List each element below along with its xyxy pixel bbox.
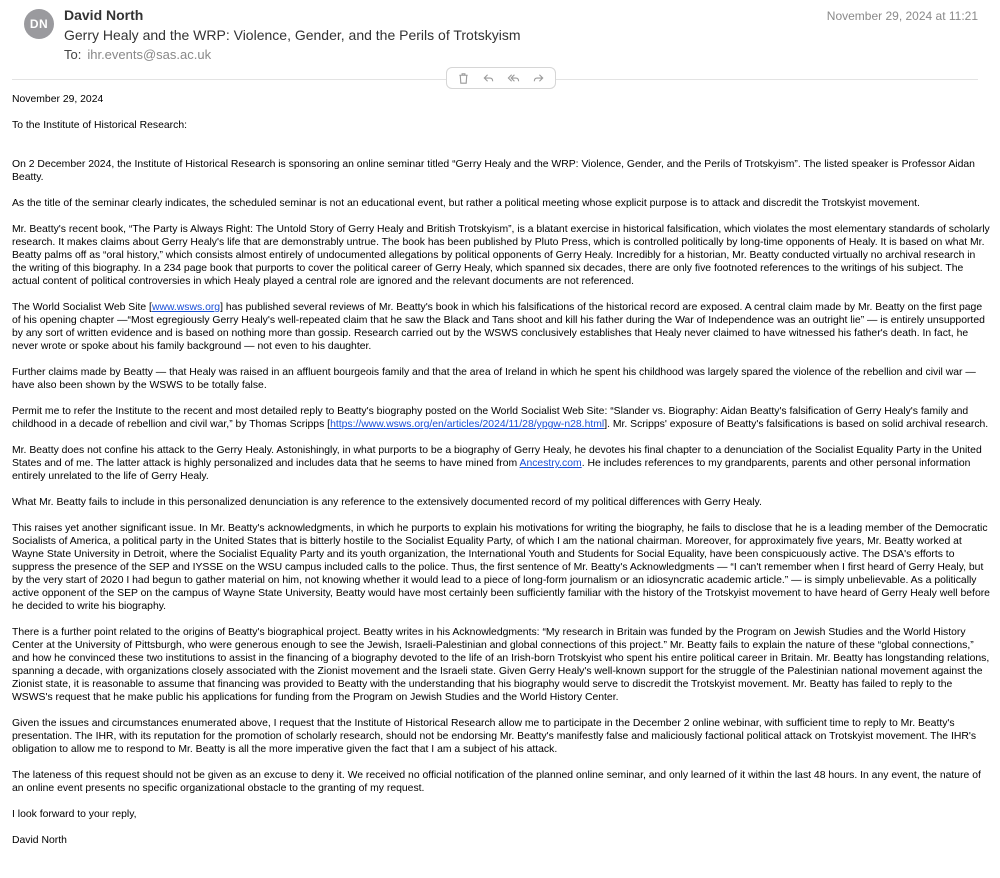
message-actions-toolbar xyxy=(446,67,556,89)
reply-all-icon xyxy=(507,72,520,85)
letter-closing: I look forward to your reply, xyxy=(12,809,137,820)
forward-icon xyxy=(532,72,545,85)
paragraph-text: ]. Mr. Scripps' exposure of Beatty's falsifications is based on solid archival research. xyxy=(604,419,989,430)
letter-greeting: To the Institute of Historical Research: xyxy=(12,120,187,131)
letter-date: November 29, 2024 xyxy=(12,94,104,105)
letter-signature: David North xyxy=(12,835,67,846)
subject-line: Gerry Healy and the WRP: Violence, Gender, and the Perils of Trotskyism xyxy=(64,27,521,43)
body-paragraph: As the title of the seminar clearly indicates, the scheduled seminar is not an educational event, but rather a political meeting whose explicit purpose is to attack and discredit the Trotskyist movement. xyxy=(12,198,920,209)
body-paragraph xyxy=(12,444,992,483)
body-paragraph: What Mr. Beatty fails to include in this personalized denunciation is any reference to the extensively documented record of my political differences with Gerry Healy. xyxy=(12,497,762,508)
message-datetime: November 29, 2024 at 11:21 xyxy=(826,9,978,23)
reply-button[interactable] xyxy=(478,69,500,87)
paragraph-text: Permit me to refer the Institute to the recent and most detailed reply to Beatty's biography posted on the World Socialist Web Site: “Slander vs. Biography: Aidan Beatty's falsification of Gerry Healy's family and childhood in a decade of rebellion and civil war,” by Thomas Scripps [ xyxy=(12,406,969,430)
body-paragraph: On 2 December 2024, the Institute of Historical Research is sponsoring an online seminar titled “Gerry Healy and the WRP: Violence, Gender, and the Perils of Trotskyism”. The listed speaker is Professor Aidan Beatty. xyxy=(12,159,975,183)
body-paragraph: There is a further point related to the origins of Beatty's biographical project. Beatty writes in his Acknowledgments: “My research in Britain was funded by the Program on Jewish Studies and the World History Center at the University of Pittsburgh, who were generous enough to see the Jewish, Israeli-Palestinian and global connections of this project.” Mr. Beatty fails to explain the nature of these “global connections,” and how he convinced these two institutions to assist in the financing of a biography devoted to the life of an Irish-born Trotskyist who spent his entire political career in Britain. Mr. Beatty has longstanding relations, spanning a decade, with organizations closely associated with the Zionist movement and the Israeli state. Given Gerry Healy's well-known support for the struggle of the Palestinian national movement against the Zionist state, it is reasonable to assume that financing was provided to Beatty with the understanding that his biography would serve to discredit the Trotskyist movement. Mr. Beatty has failed to reply to the WSWS's request that he make public his applications for funding from the Program on Jewish Studies and the World History Center. xyxy=(12,627,990,703)
recipient-line xyxy=(64,47,211,62)
body-paragraph: Given the issues and circumstances enumerated above, I request that the Institute of Historical Research allow me to participate in the December 2 online webinar, with sufficient time to reply to Mr. Beatty's presentation. The IHR, with its reputation for the promotion of scholarly research, should not be endorsing Mr. Beatty's manifestly false and maliciously factional political attack on Trotskyist movement. The IHR's obligation to allow me to respond to Mr. Beatty is all the more imperative given the fact that I am a subject of his attack. xyxy=(12,718,977,755)
body-paragraph xyxy=(12,405,992,431)
body-paragraph xyxy=(12,301,992,353)
paragraph-text: . He includes references to my grandparents, parents and other personal information entirely unrelated to the life of Gerry Healy. xyxy=(12,458,971,482)
sender-name[interactable]: David North xyxy=(64,7,144,23)
reply-all-button[interactable] xyxy=(503,69,525,87)
body-paragraph: Mr. Beatty's recent book, “The Party is Always Right: The Untold Story of Gerry Healy and British Trotskyism”, is a blatant exercise in historical falsification, which violates the most elementary standards of scholarly research. It makes claims about Gerry Healy's life that are demonstrably untrue. The book has been published by Pluto Press, which is controlled politically by long-time opponents of Healy. It is based on what Mr. Beatty palms off as “oral history,” which consists almost entirely of undocumented allegations by political opponents of Gerry Healy. Incredibly for a historian, Mr. Beatty conducted virtually no archival research in the writing of this biography. In a 234 page book that purports to cover the political career of Gerry Healy, which spanned six decades, there are only five footnoted references to the writings of his subject. The actual content of political controversies in which Healy played a central role are ignored and the relevant documents are not referenced. xyxy=(12,224,990,287)
paragraph-text: ] has published several reviews of Mr. Beatty's book in which his falsifications of the historical record are exposed. A central claim made by Mr. Beatty on the first page of his opening chapter —“Most egregiously Gerry Healy's well-repeated claim that he saw the Black and Tans shoot and kill his father during the War of Independence was an outright lie” — is entirely unsupported by any sort of written evidence and is based on nothing more than gossip. Research carried out by the WSWS conclusively establishes that Healy never claimed to have witnessed his father's death. In fact, he never wrote or spoke about his family background — not even to his daughter. xyxy=(12,302,985,352)
paragraph-text: The World Socialist Web Site [ xyxy=(12,302,152,313)
ancestry-link[interactable]: Ancestry.com xyxy=(519,458,582,469)
body-paragraph: This raises yet another significant issue. In Mr. Beatty's acknowledgments, in which he purports to explain his motivations for writing the biography, he fails to disclose that he is a leading member of the Democratic Socialists of America, a political party in the United States that is bitterly hostile to the Socialist Equality Party, of which I am the national chairman. Moreover, for approximately five years, Mr. Beatty worked at Wayne State University in Detroit, where the Socialist Equality Party and its youth organization, the International Youth and Students for Social Equality, have been conspicuously active. The DSA's efforts to suppress the presence of the SEP and IYSSE on the WSU campus included calls to the police. Thus, the first sentence of Mr. Beatty's Acknowledgments — “I can't remember when I first heard of Gerry Healy, but by the very start of 2020 I had begun to gather material on him, not knowing whether it would lead to a piece of long-form journalism or an idiosyncratic academic article.” — is simply unbelievable. As a politically active opponent of the SEP on the campus of Wayne State University, Beatty would have most certainly been sufficiently familiar with the history of the Trotskyist movement to have heard of Gerry Healy well before he decided to write his biography. xyxy=(12,523,990,612)
delete-button[interactable] xyxy=(453,69,475,87)
paragraph-text: Mr. Beatty does not confine his attack to the Gerry Healy. Astonishingly, in what purports to be a biography of Gerry Healy, he devotes his final chapter to a denunciation of the Socialist Equality Party in the United States and of me. The latter attack is highly personalized and includes data that he seems to have mined from xyxy=(12,445,982,469)
recipient-address[interactable]: ihr.events@sas.ac.uk xyxy=(87,47,212,62)
reply-icon xyxy=(482,72,495,85)
to-label: To: xyxy=(64,47,82,62)
message-header xyxy=(0,0,1000,92)
forward-button[interactable] xyxy=(528,69,550,87)
sender-avatar[interactable]: DN xyxy=(24,9,54,39)
wsws-link[interactable]: www.wsws.org xyxy=(151,302,221,313)
message-body xyxy=(12,93,992,860)
article-link[interactable]: https://www.wsws.org/en/articles/2024/11/28/ypgw-n28.html xyxy=(330,419,605,430)
body-paragraph: Further claims made by Beatty — that Healy was raised in an affluent bourgeois family and that the area of Ireland in which he spent his childhood was largely spared the violence of the rebellion and civil war — have also been shown by the WSWS to be totally false. xyxy=(12,367,976,391)
trash-icon xyxy=(457,72,470,85)
body-paragraph: The lateness of this request should not be given as an excuse to deny it. We received no official notification of the planned online seminar, and only learned of it within the last 48 hours. In any event, the nature of an online event presents no specific organizational obstacle to the granting of my request. xyxy=(12,770,981,794)
